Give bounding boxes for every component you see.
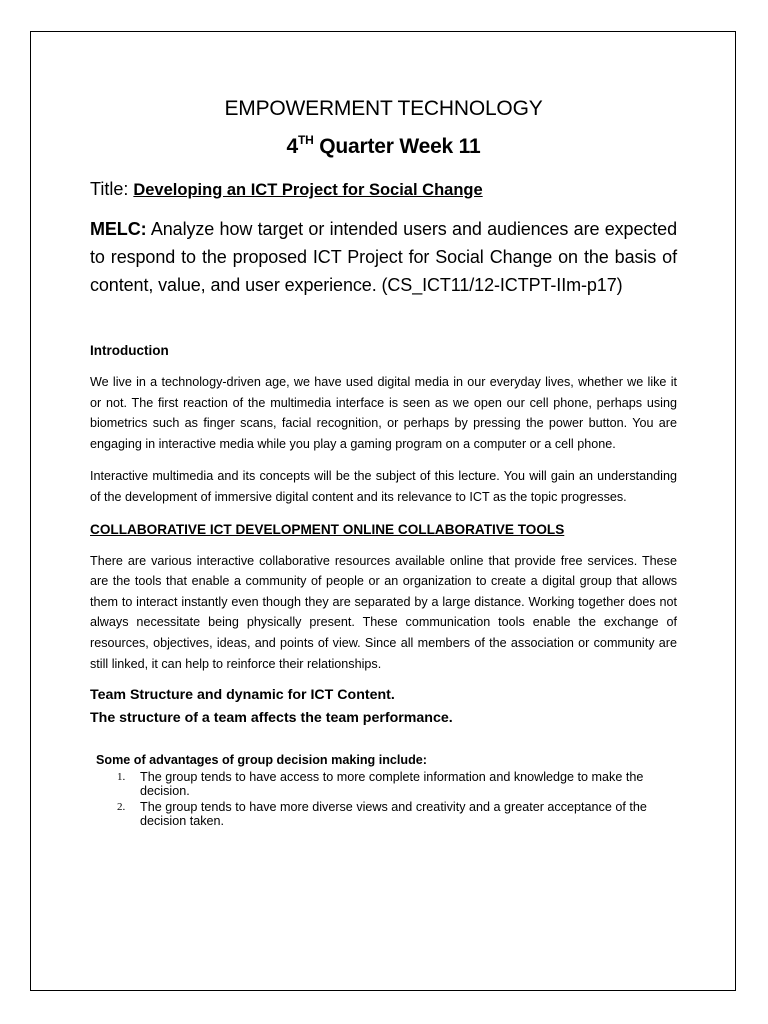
team-structure-line: The structure of a team affects the team performance. [90, 710, 453, 727]
list-item-text: The group tends to have access to more complete information and knowledge to make the decision. [140, 769, 644, 799]
collaborative-heading: COLLABORATIVE ICT DEVELOPMENT ONLINE COLLABORATIVE TOOLS [90, 521, 565, 537]
lesson-title [90, 176, 677, 203]
lesson-title-label: Title: [90, 179, 134, 199]
melc-text: Analyze how target or intended users and audiences are expected to respond to the proposed ICT Project for Social Change on the basis of content, value, and user experience. (CS_ICT11/12-ICTPT-IIm-p17) [90, 219, 677, 295]
introduction-paragraph: Interactive multimedia and its concepts will be the subject of this lecture. You will gain an understanding of the development of immersive digital content and its relevance to ICT as the topic progresses. [90, 469, 677, 504]
document-title: EMPOWERMENT TECHNOLOGY [224, 97, 543, 120]
list-item [96, 770, 677, 799]
quarter-superscript: TH [298, 133, 314, 147]
document-body [90, 94, 677, 830]
lesson-title-value: Developing an ICT Project for Social Change [133, 181, 483, 199]
introduction-paragraph: We live in a technology-driven age, we have used digital media in our everyday lives, whether we like it or not. The first reaction of the multimedia interface is seen as we open our cell phone, perhaps using biometrics such as finger scans, facial recognition, or perhaps by pressing the power button. You are engaging in interactive media while you play a gaming program on a computer or a cell phone. [90, 375, 677, 451]
quarter-week-text: Quarter Week 11 [313, 135, 481, 158]
list-item-number: 2. [117, 800, 126, 813]
quarter-week-heading [90, 132, 677, 162]
advantages-block [96, 753, 677, 829]
team-structure-line: Team Structure and dynamic for ICT Content. [90, 687, 395, 704]
melc-statement [90, 215, 677, 299]
collaborative-paragraph: There are various interactive collaborative resources available online that provide free services. These are the tools that enable a community of people or an organization to create a digital group that allows them to interact instantly even though they are separated by a large distance. Working together does not always necessitate being physically present. These communication tools enable the exchange of resources, objectives, ideas, and points of view. Since all members of the association or community are still linked, it can help to reinforce their relationships. [90, 553, 677, 671]
advantages-title: Some of advantages of group decision making include: [96, 753, 427, 768]
list-item [96, 800, 677, 829]
melc-label: MELC: [90, 219, 147, 239]
list-item-number: 1. [117, 770, 126, 783]
list-item-text: The group tends to have more diverse views and creativity and a greater acceptance of the decision taken. [140, 799, 647, 829]
quarter-number: 4 [286, 135, 299, 158]
advantages-list [96, 770, 677, 829]
team-structure-heading [90, 684, 677, 730]
introduction-heading: Introduction [90, 343, 169, 358]
